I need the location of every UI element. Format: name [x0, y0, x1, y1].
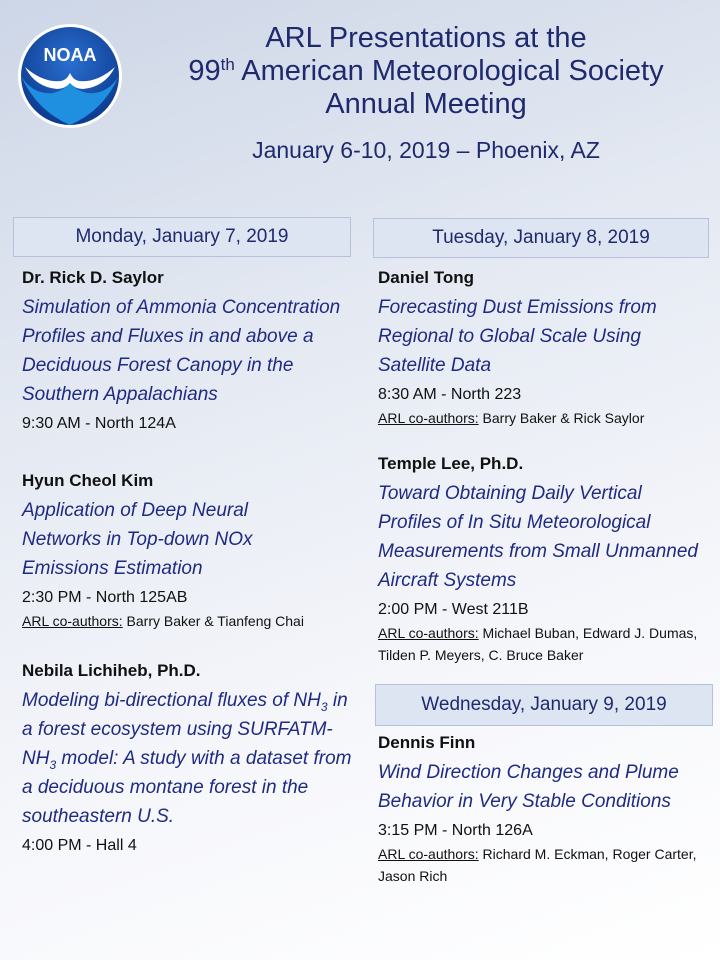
coauthors-label: ARL co-authors:: [22, 613, 123, 629]
presenter-name: Nebila Lichiheb, Ph.D.: [22, 661, 201, 680]
coauthors-names: Richard M. Eckman, Roger Carter, Jason Rich: [378, 846, 697, 884]
arl-coauthors: [378, 622, 708, 666]
presentation-time-room: 2:30 PM - North 125AB: [22, 589, 188, 606]
coauthors-names: Barry Baker & Rick Saylor: [482, 410, 645, 426]
wednesday-column: [378, 728, 708, 887]
presentation-time-room: 4:00 PM - Hall 4: [22, 837, 137, 854]
title-subscript-2: 3: [49, 757, 57, 772]
presentation-time-room: 3:15 PM - North 126A: [378, 822, 533, 839]
title-text-2: in a forest ecosystem using SURFATM-NH: [22, 690, 348, 769]
arl-coauthors: [378, 843, 708, 887]
coauthors-names: Barry Baker & Tianfeng Chai: [126, 613, 304, 629]
coauthors-label: ARL co-authors:: [378, 846, 479, 862]
presentation-saylor: [22, 263, 360, 436]
coauthors-names: Michael Buban, Edward J. Dumas, Tilden P. Meyers, C. Bruce Baker: [378, 625, 698, 663]
title-line-1: ARL Presentations at the: [265, 22, 587, 54]
meeting-dates-location: January 6-10, 2019 – Phoenix, AZ: [252, 137, 600, 163]
tuesday-column: [378, 263, 708, 666]
monday-column: [22, 263, 360, 858]
presentation-title: Toward Obtaining Daily Vertical Profiles of In Situ Meteorological Measurements from Small Unmanned Aircraft Systems: [378, 483, 698, 591]
presenter-name: Daniel Tong: [378, 268, 475, 287]
title-society-name: American Meteorological Society: [234, 55, 664, 87]
day-header-wednesday: Wednesday, January 9, 2019: [375, 684, 713, 726]
title-line-3: Annual Meeting: [325, 88, 527, 120]
title-text-1: Modeling bi-directional fluxes of NH: [22, 690, 321, 711]
presentation-lee: [378, 449, 708, 666]
presentation-time-room: 9:30 AM - North 124A: [22, 415, 176, 432]
coauthors-label: ARL co-authors:: [378, 625, 479, 641]
title-subscript-1: 3: [320, 699, 328, 714]
presentation-time-room: 2:00 PM - West 211B: [378, 601, 529, 618]
noaa-logo-icon: [17, 23, 123, 129]
presentation-title: Forecasting Dust Emissions from Regional to Global Scale Using Satellite Data: [378, 297, 657, 376]
presentation-title: Application of Deep Neural Networks in Top-down NOx Emissions Estimation: [22, 500, 253, 579]
title-ordinal-number: 99: [188, 55, 221, 87]
presentation-title: Wind Direction Changes and Plume Behavior in Very Stable Conditions: [378, 762, 679, 812]
presentation-time-room: 8:30 AM - North 223: [378, 386, 522, 403]
page-header: [140, 22, 712, 164]
presentation-tong: [378, 263, 708, 429]
presenter-name: Dr. Rick D. Saylor: [22, 268, 164, 287]
arl-coauthors: [378, 407, 708, 429]
day-header-tuesday: Tuesday, January 8, 2019: [373, 218, 709, 258]
presentation-finn: [378, 728, 708, 887]
noaa-logo-text: NOAA: [43, 45, 97, 65]
presenter-name: Hyun Cheol Kim: [22, 471, 154, 490]
presenter-name: Dennis Finn: [378, 733, 476, 752]
title-line-2: [140, 55, 712, 88]
presentation-title: Simulation of Ammonia Concentration Profiles and Fluxes in and above a Deciduous Forest Canopy in the Southern Appalachians: [22, 297, 341, 405]
presentation-kim: [22, 466, 360, 632]
title-ordinal-suffix: th: [220, 55, 235, 74]
presenter-name: Temple Lee, Ph.D.: [378, 454, 524, 473]
day-header-monday: Monday, January 7, 2019: [13, 217, 351, 257]
arl-coauthors: [22, 610, 360, 632]
presentation-lichiheb: [22, 656, 360, 858]
presentation-title: [22, 686, 360, 831]
coauthors-label: ARL co-authors:: [378, 410, 479, 426]
title-text-3: model: A study with a dataset from a deciduous montane forest in the southeastern U.S.: [22, 748, 352, 827]
